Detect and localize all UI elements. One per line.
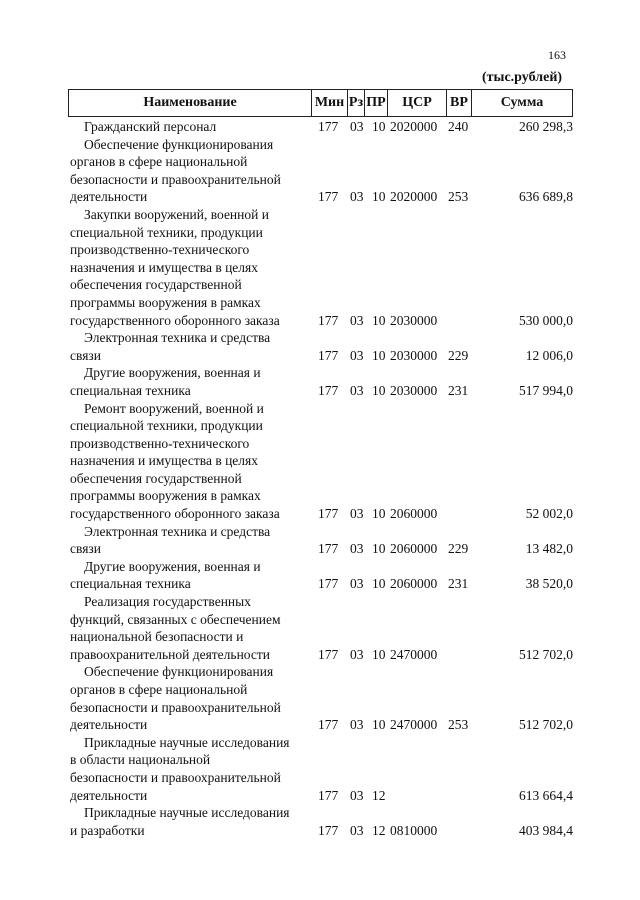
row-name-line: национальной безопасности и xyxy=(70,629,244,645)
row-min: 177 xyxy=(318,576,339,592)
row-rz: 03 xyxy=(350,347,364,363)
row-csr: 2060000 xyxy=(390,576,438,592)
row-name-line: безопасности и правоохранительной xyxy=(70,699,281,715)
row-name xyxy=(70,329,314,364)
row-min: 177 xyxy=(318,382,339,398)
table-header xyxy=(68,89,573,117)
row-rz: 03 xyxy=(350,382,364,398)
row-sum: 403 984,4 xyxy=(519,822,573,838)
row-name-line: специальная техника xyxy=(70,382,191,398)
row-rz: 03 xyxy=(350,189,364,205)
row-name-line: производственно-технического xyxy=(70,435,250,451)
row-pr: 12 xyxy=(372,787,386,803)
row-name-line: Электронная техника и средства xyxy=(84,330,271,346)
row-rz: 03 xyxy=(350,646,364,662)
header-csr: ЦСР xyxy=(388,90,447,116)
row-name-line: органов в сфере национальной xyxy=(70,154,248,170)
table-row xyxy=(70,663,575,733)
row-name-line: Другие вооружения, военная и xyxy=(84,558,261,574)
row-pr: 10 xyxy=(372,189,386,205)
row-pr: 10 xyxy=(372,506,386,522)
table-row xyxy=(70,329,575,364)
row-sum: 13 482,0 xyxy=(525,541,573,557)
row-name-line: специальной техники, продукции xyxy=(70,418,263,434)
row-rz: 03 xyxy=(350,506,364,522)
row-name xyxy=(70,663,314,733)
row-name-line: органов в сфере национальной xyxy=(70,682,248,697)
row-rz: 03 xyxy=(350,119,364,134)
row-name xyxy=(70,118,314,136)
row-name xyxy=(70,206,314,329)
row-min: 177 xyxy=(318,189,339,205)
row-name-line: Прикладные научные исследования xyxy=(84,805,290,821)
row-name-line: программы вооружения в рамках xyxy=(70,488,261,504)
table-row xyxy=(70,136,575,206)
row-pr: 10 xyxy=(372,576,386,592)
row-pr: 10 xyxy=(372,312,386,328)
row-name-line: и разработки xyxy=(70,822,145,838)
row-name-line: Обеспечение функционирования xyxy=(84,664,274,680)
header-min: Мин xyxy=(312,90,348,116)
row-code xyxy=(314,822,478,840)
row-name xyxy=(70,364,314,399)
row-vr: 240 xyxy=(448,119,469,134)
row-pr: 10 xyxy=(372,646,386,662)
row-name-line: обеспечения государственной xyxy=(70,470,242,486)
row-name-line: Прикладные научные исследования xyxy=(84,734,290,750)
table-row xyxy=(70,558,575,593)
table-row xyxy=(70,118,575,136)
row-min: 177 xyxy=(318,787,339,803)
row-vr: 231 xyxy=(448,576,469,592)
row-rz: 03 xyxy=(350,576,364,592)
row-csr: 2030000 xyxy=(390,347,438,363)
row-name-line: назначения и имущества в целях xyxy=(70,259,258,275)
row-code xyxy=(314,540,478,558)
row-name-line: деятельности xyxy=(70,189,148,205)
row-vr: 231 xyxy=(448,382,469,398)
row-vr: 229 xyxy=(448,347,469,363)
row-rz: 03 xyxy=(350,787,364,803)
row-sum: 512 702,0 xyxy=(519,717,573,733)
header-vr: ВР xyxy=(447,90,472,116)
row-vr: 229 xyxy=(448,541,469,557)
row-name-line: обеспечения государственной xyxy=(70,277,242,293)
table-row xyxy=(70,593,575,663)
row-sum: 260 298,3 xyxy=(519,119,573,134)
header-pr: ПР xyxy=(365,90,388,116)
row-code xyxy=(314,347,478,365)
row-min: 177 xyxy=(318,347,339,363)
row-csr: 2030000 xyxy=(390,312,438,328)
row-name xyxy=(70,136,314,206)
row-vr xyxy=(448,646,478,664)
row-sum: 636 689,8 xyxy=(519,189,573,205)
row-name-line: деятельности xyxy=(70,787,148,803)
row-csr: 0810000 xyxy=(390,822,438,838)
header-sum: Сумма xyxy=(500,95,544,110)
row-vr xyxy=(448,505,478,523)
row-code xyxy=(314,505,478,523)
row-name-line: Реализация государственных xyxy=(84,594,251,610)
table-row xyxy=(70,734,575,804)
row-vr xyxy=(448,787,478,805)
row-min: 177 xyxy=(318,822,339,838)
row-name-line: безопасности и правоохранительной xyxy=(70,769,281,785)
row-min: 177 xyxy=(318,506,339,522)
row-name-line: государственного оборонного заказа xyxy=(70,312,280,328)
row-csr xyxy=(390,787,448,805)
row-name-line: специальная техника xyxy=(70,576,191,592)
row-name-line: деятельности xyxy=(70,717,148,733)
row-pr: 10 xyxy=(372,717,386,733)
row-name xyxy=(70,734,314,804)
row-name-line: связи xyxy=(70,347,101,363)
row-sum: 52 002,0 xyxy=(525,506,573,522)
row-code xyxy=(314,787,478,805)
row-min: 177 xyxy=(318,541,339,557)
row-sum: 12 006,0 xyxy=(525,347,573,363)
row-min: 177 xyxy=(318,717,339,733)
row-pr: 12 xyxy=(372,822,386,838)
row-rz: 03 xyxy=(350,822,364,838)
row-name-line: производственно-технического xyxy=(70,242,250,258)
row-name-line: Закупки вооружений, военной и xyxy=(84,206,269,222)
row-name-line: Электронная техника и средства xyxy=(84,523,271,539)
row-pr: 10 xyxy=(372,119,386,134)
row-sum: 613 664,4 xyxy=(519,787,573,803)
row-min: 177 xyxy=(318,119,339,134)
row-code xyxy=(314,382,478,400)
table-row xyxy=(70,804,575,839)
header-name: Наименование xyxy=(69,90,312,116)
row-name-line: государственного оборонного заказа xyxy=(70,506,280,522)
row-name-line: программы вооружения в рамках xyxy=(70,294,261,310)
header-rz: Рз xyxy=(348,90,365,116)
row-name-line: Гражданский персонал xyxy=(84,119,217,134)
row-pr: 10 xyxy=(372,347,386,363)
row-rz: 03 xyxy=(350,312,364,328)
row-name-line: безопасности и правоохранительной xyxy=(70,171,281,187)
row-vr: 253 xyxy=(448,189,469,205)
row-name xyxy=(70,400,314,523)
row-sum: 38 520,0 xyxy=(525,576,573,592)
row-name-line: назначения и имущества в целях xyxy=(70,453,258,469)
row-sum: 530 000,0 xyxy=(519,312,573,328)
row-min: 177 xyxy=(318,646,339,662)
row-pr: 10 xyxy=(372,382,386,398)
row-vr: 253 xyxy=(448,717,469,733)
row-name xyxy=(70,804,314,839)
row-rz: 03 xyxy=(350,717,364,733)
row-name-line: специальной техники, продукции xyxy=(70,224,263,240)
table-body xyxy=(70,118,575,839)
row-sum: 517 994,0 xyxy=(519,382,573,398)
row-csr: 2020000 xyxy=(390,189,438,205)
row-sum: 512 702,0 xyxy=(519,646,573,662)
table-row xyxy=(70,523,575,558)
row-name xyxy=(70,593,314,663)
row-code xyxy=(314,575,478,593)
row-code xyxy=(314,188,478,206)
row-code xyxy=(314,716,478,734)
row-name-line: функций, связанных с обеспечением xyxy=(70,611,281,627)
row-name-line: Другие вооружения, военная и xyxy=(84,365,261,381)
row-csr: 2020000 xyxy=(390,119,438,134)
row-name xyxy=(70,523,314,558)
row-name-line: Ремонт вооружений, военной и xyxy=(84,400,264,416)
page-number: 163 xyxy=(548,48,566,62)
row-code xyxy=(314,646,478,664)
row-code xyxy=(314,118,478,136)
row-csr: 2030000 xyxy=(390,382,438,398)
table-row xyxy=(70,206,575,329)
row-pr: 10 xyxy=(372,541,386,557)
row-vr xyxy=(448,822,478,840)
table-row xyxy=(70,364,575,399)
row-csr: 2470000 xyxy=(390,717,438,733)
row-code xyxy=(314,312,478,330)
row-name-line: правоохранительной деятельности xyxy=(70,646,270,662)
row-min: 177 xyxy=(318,312,339,328)
row-csr: 2060000 xyxy=(390,541,438,557)
row-name xyxy=(70,558,314,593)
row-name-line: Обеспечение функционирования xyxy=(84,136,274,152)
table-row xyxy=(70,400,575,523)
row-csr: 2470000 xyxy=(390,646,438,662)
units-label: (тыс.рублей) xyxy=(482,70,563,85)
row-csr: 2060000 xyxy=(390,506,438,522)
row-name-line: в области национальной xyxy=(70,752,211,768)
row-vr xyxy=(448,312,478,330)
row-rz: 03 xyxy=(350,541,364,557)
row-name-line: связи xyxy=(70,541,101,557)
